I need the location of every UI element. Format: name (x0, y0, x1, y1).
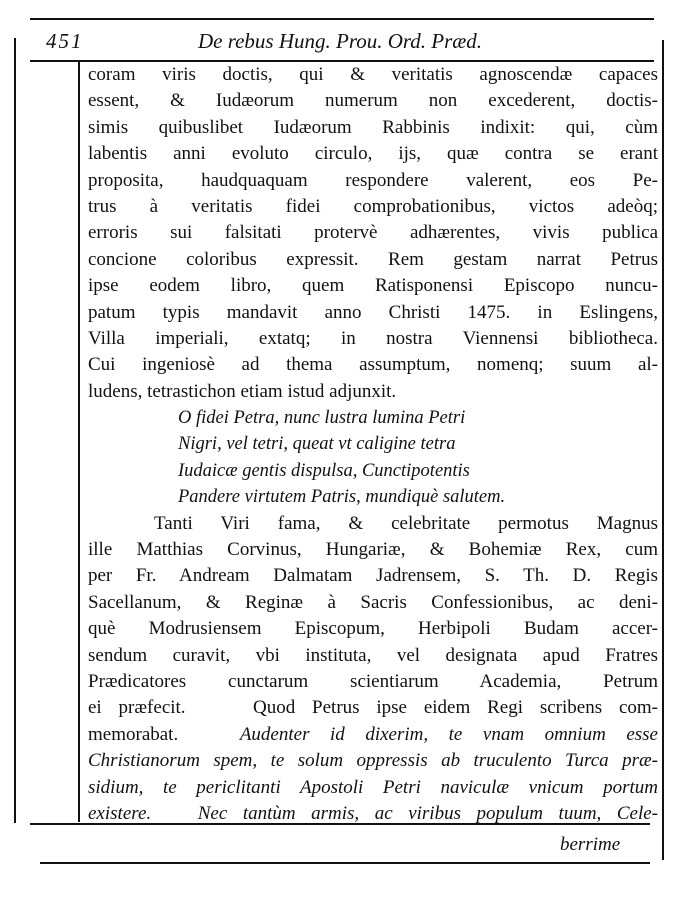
text-line: Tanti Viri fama, & celebritate permotus Magnus (154, 512, 658, 534)
verse-line: Pandere virtutem Patris, mundiquè salutem. (178, 487, 506, 508)
text-line: què Modrusiensem Episcopum, Herbipoli Budam accer- (88, 618, 658, 640)
text-line (88, 695, 658, 721)
left-inner-rule (78, 62, 80, 822)
text-line: proposita, haudquaquam respondere valerent, eos Pe- (88, 169, 658, 191)
text-line: coram viris doctis, qui & veritatis agnoscendæ capaces (88, 64, 658, 85)
verse-line: O fidei Petra, nunc lustra lumina Petri (178, 408, 466, 429)
text-line: ille Matthias Corvinus, Hungariæ, & Bohemiæ Rex, cum (88, 539, 658, 561)
italic-segment: Audenter id dixerim, te vnam omnium esse (239, 723, 658, 745)
text-line: Christianorum spem, te solum oppressis ab truculento Turca præ- (88, 750, 658, 772)
text-line: labentis anni evoluto circulo, ijs, quæ contra se erant (88, 143, 658, 165)
catchword: berrime (560, 834, 621, 855)
top-rule (30, 18, 654, 20)
footer-rule (40, 862, 650, 864)
text-segment: ei præfecit. (88, 697, 186, 719)
text-line (88, 722, 658, 748)
text-line: ludens, tetrastichon etiam istud adjunxit. (88, 380, 397, 402)
text-segment: Quod Petrus ipse eidem Regi scribens com- (252, 697, 658, 719)
verse-line: Nigri, vel tetri, queat vt caligine tetra (178, 434, 456, 455)
verse-line: Iudaicæ gentis dispulsa, Cunctipotentis (178, 460, 470, 481)
page-number: 451 (46, 29, 84, 53)
running-head (30, 26, 650, 56)
right-rule (662, 40, 664, 860)
running-title: De rebus Hung. Prou. Ord. Præd. (197, 29, 483, 53)
text-line (88, 801, 658, 827)
text-line: Cui ingeniosè ad thema assumptum, nomenq; suum al- (88, 354, 658, 376)
left-outer-rule (14, 38, 16, 823)
text-line: per Fr. Andream Dalmatam Jadrensem, S. Th. D. Regis (88, 565, 658, 587)
text-line: ipse eodem libro, quem Ratisponensi Episcopo nuncu- (88, 275, 658, 297)
text-line: concione coloribus expressit. Rem gestam narrat Petrus (88, 248, 658, 270)
italic-segment: Nec tantùm armis, ac viribus populum tuum, Cele- (197, 802, 658, 824)
text-line: trus à veritatis fidei comprobationibus, victos adeòq; (88, 195, 658, 217)
text-line: Prædicatores cunctarum scientiarum Academia, Petrum (88, 670, 658, 692)
text-segment: memorabat. (88, 723, 179, 745)
text-line: sidium, te periclitanti Apostoli Petri naviculæ vnicum portum (88, 776, 658, 798)
text-line: essent, & Iudæorum numerum non excederent, doctis- (88, 90, 658, 112)
text-line: erroris sui falsitati protervè adhærentes, vivis publica (88, 222, 658, 244)
text-line: sendum curavit, vbi instituta, vel designata apud Fratres (88, 644, 658, 666)
text-line: Sacellanum, & Reginæ à Sacris Confessionibus, ac deni- (88, 591, 658, 613)
text-line: simis quibuslibet Iudæorum Rabbinis indixit: qui, cùm (88, 116, 658, 138)
italic-segment: existere. (88, 802, 152, 824)
body-text (88, 62, 658, 827)
text-line: patum typis mandavit anno Christi 1475. in Eslingens, (88, 301, 658, 323)
text-line: Villa imperiali, extatq; in nostra Viennensi bibliotheca. (88, 327, 658, 349)
